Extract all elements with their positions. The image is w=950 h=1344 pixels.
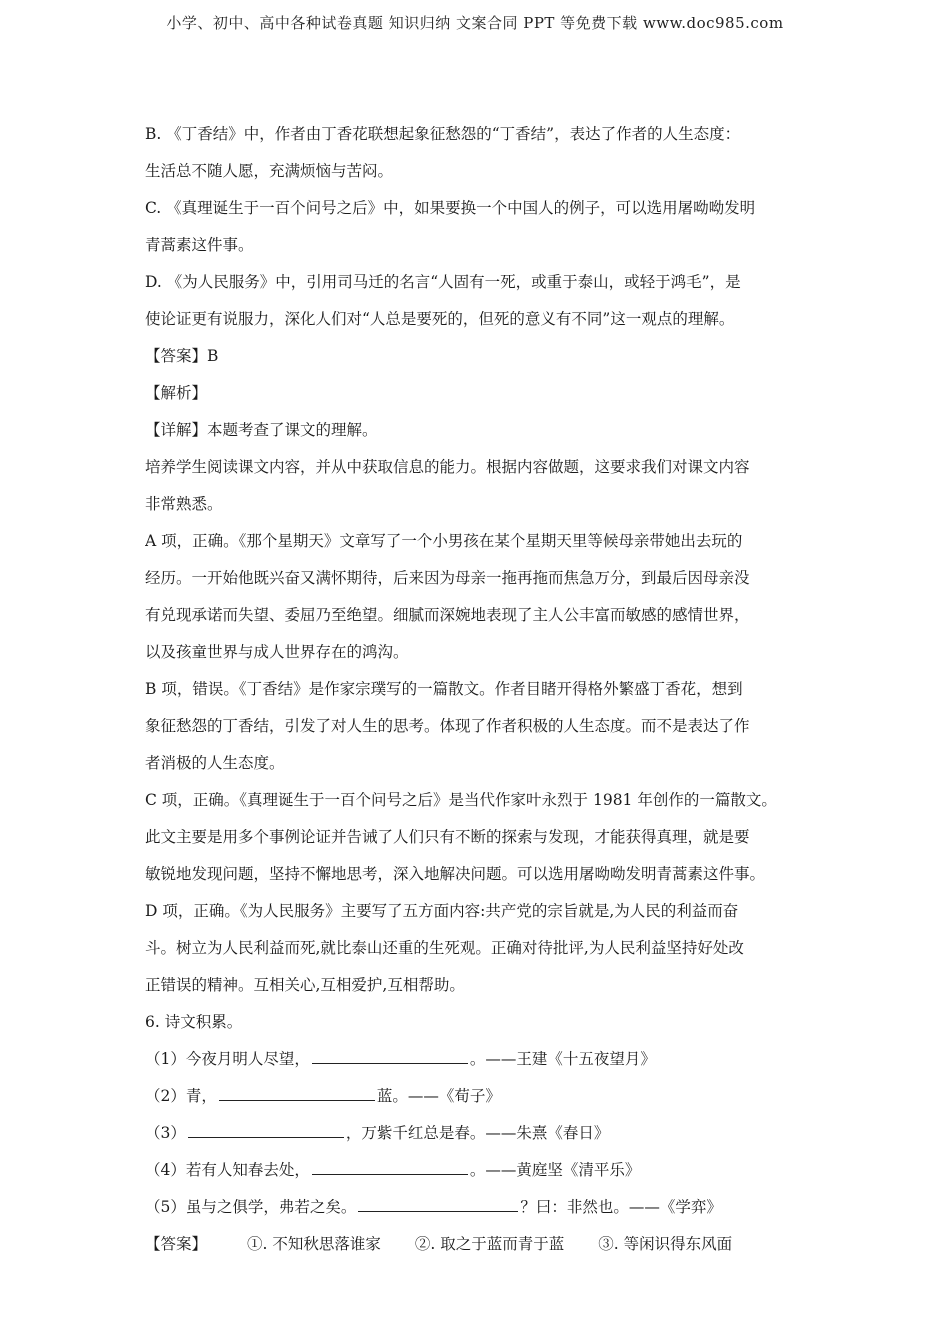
text-line: 者消极的人生态度。: [145, 754, 285, 772]
text-line: 象征愁怨的丁香结，引发了对人生的思考。体现了作者积极的人生态度。而不是表达了作: [145, 717, 750, 735]
answer-blank[interactable]: [219, 1086, 375, 1101]
answer-blank[interactable]: [188, 1123, 344, 1138]
fill-question: [145, 1115, 813, 1152]
text-line: B 项，错误。《丁香结》是作家宗璞写的一篇散文。作者目睹开得格外繁盛丁香花，想到: [145, 680, 743, 698]
answer-blank[interactable]: [358, 1197, 518, 1212]
question-text: （5）虽与之俱学，弗若之矣。: [145, 1198, 357, 1216]
text-line: 以及孩童世界与成人世界存在的鸿沟。: [145, 643, 409, 661]
question-text: （2）青，: [145, 1087, 217, 1105]
text-line: 经历。一开始他既兴奋又满怀期待，后来因为母亲一拖再拖而焦急万分，到最后因母亲没: [145, 569, 750, 587]
answer-label: 【答案】: [145, 1235, 208, 1253]
text-line: B. 《丁香结》中，作者由丁香花联想起象征愁怨的“丁香结”，表达了作者的人生态度：: [145, 125, 741, 143]
answer-blank[interactable]: [312, 1160, 468, 1175]
answer-item: ③. 等闲识得东风面: [598, 1235, 733, 1253]
fill-question: [145, 1078, 813, 1115]
text-line: 非常熟悉。: [145, 495, 223, 513]
text-line: 使论证更有说服力，深化人们对“人总是要死的，但死的意义有不同”这一观点的理解。: [145, 310, 735, 328]
answer-item: ①. 不知秋思落谁家: [247, 1235, 381, 1253]
question-text: （3）: [145, 1124, 186, 1142]
text-line: C 项，正确。《真理诞生于一百个问号之后》是当代作家叶永烈于 1981 年创作的一篇散文。: [145, 791, 777, 809]
text-line: 此文主要是用多个事例论证并告诫了人们只有不断的探索与发现，才能获得真理，就是要: [145, 828, 750, 846]
answer-item: ②. 取之于蓝而青于蓝: [414, 1235, 565, 1253]
fill-question: [145, 1189, 813, 1226]
text-line: 正错误的精神。互相关心,互相爱护,互相帮助。: [145, 976, 465, 994]
text-line: D. 《为人民服务》中，引用司马迁的名言“人固有一死，或重于泰山，或轻于鸿毛”，是: [145, 273, 741, 291]
question-text: 。——黄庭坚《清平乐》: [469, 1161, 641, 1179]
question-text: 蓝。——《荀子》: [376, 1087, 501, 1105]
fill-question: [145, 1152, 813, 1189]
text-line: A 项，正确。《那个星期天》文章写了一个小男孩在某个星期天里等候母亲带她出去玩的: [145, 532, 743, 550]
text-line: 【详解】本题考查了课文的理解。: [145, 421, 378, 439]
text-line: 培养学生阅读课文内容，并从中获取信息的能力。根据内容做题，这要求我们对课文内容: [145, 458, 750, 476]
text-line: 有兑现承诺而失望、委屈乃至绝望。细腻而深婉地表现了主人公丰富而敏感的感情世界，: [145, 606, 750, 624]
question-text: （1）今夜月明人尽望，: [145, 1050, 310, 1068]
text-line: D 项，正确。《为人民服务》主要写了五方面内容:共产党的宗旨就是,为人民的利益而奋: [145, 902, 739, 920]
text-line: 生活总不随人愿，充满烦恼与苦闷。: [145, 162, 394, 180]
text-line: 青蒿素这件事。: [145, 236, 254, 254]
fill-question: [145, 1041, 813, 1078]
text-line: 敏锐地发现问题，坚持不懈地思考，深入地解决问题。可以选用屠呦呦发明青蒿素这件事。: [145, 865, 766, 883]
question-text: ？曰：非然也。——《学弈》: [520, 1198, 722, 1216]
answer-row: [145, 1226, 813, 1263]
question-text: 。——王建《十五夜望月》: [469, 1050, 656, 1068]
page-header: 小学、初中、高中各种试卷真题 知识归纳 文案合同 PPT 等免费下载 www.doc985.com: [166, 14, 784, 32]
answer-line: 【答案】B: [145, 347, 219, 365]
text-line: C. 《真理诞生于一百个问号之后》中，如果要换一个中国人的例子，可以选用屠呦呦发明: [145, 199, 756, 217]
answer-blank[interactable]: [312, 1049, 468, 1064]
question-heading: 6. 诗文积累。: [145, 1013, 243, 1031]
text-line: 斗。树立为人民利益而死,就比泰山还重的生死观。正确对待批评,为人民利益坚持好处改: [145, 939, 744, 957]
question-text: （4）若有人知春去处，: [145, 1161, 310, 1179]
analysis-heading: 【解析】: [145, 384, 208, 402]
document-body: [145, 116, 813, 1263]
question-text: ，万紫千红总是春。——朱熹《春日》: [345, 1124, 610, 1142]
